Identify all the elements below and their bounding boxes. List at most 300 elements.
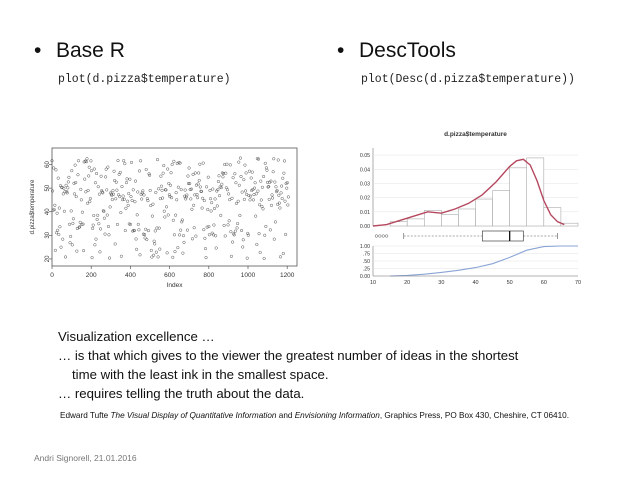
scatter-point: [123, 198, 126, 201]
scatter-point: [237, 161, 240, 164]
scatter-point: [113, 170, 116, 173]
y-tick-label: 30: [45, 231, 51, 239]
scatter-point: [67, 181, 70, 184]
scatter-point: [108, 234, 111, 237]
scatter-point: [263, 257, 266, 260]
scatter-point: [127, 204, 130, 207]
scatter-point: [74, 181, 77, 184]
scatter-point: [188, 167, 191, 170]
scatter-point: [100, 175, 103, 178]
scatter-point: [120, 211, 123, 214]
scatter-point: [210, 210, 213, 213]
scatter-point: [252, 199, 255, 202]
scatter-point: [182, 234, 185, 237]
desc-title: [444, 131, 507, 138]
scatter-point: [174, 214, 177, 217]
scatter-point: [80, 199, 83, 202]
scatter-point: [170, 171, 173, 174]
scatter-point: [287, 204, 290, 207]
scatter-point: [132, 189, 135, 192]
scatter-point: [248, 170, 251, 173]
scatter-point: [229, 164, 232, 167]
scatter-point: [91, 256, 94, 259]
scatter-point: [239, 157, 242, 160]
scatter-points: [51, 157, 290, 260]
scatter-point: [214, 198, 217, 201]
scatter-point: [95, 238, 98, 241]
citation-title-2: Envisioning Information: [294, 411, 380, 420]
scatter-point: [104, 233, 107, 236]
scatter-point: [196, 196, 199, 199]
box-iqr: [482, 231, 523, 241]
scatter-point: [259, 251, 262, 254]
scatter-point: [173, 233, 176, 236]
scatter-point: [103, 217, 106, 220]
hist-bar: [493, 191, 510, 226]
scatter-point: [137, 223, 140, 226]
hist-bar: [510, 168, 527, 226]
scatter-point: [149, 189, 152, 192]
scatter-point: [63, 210, 66, 213]
scatter-point: [173, 160, 176, 163]
scatter-point: [271, 197, 274, 200]
scatter-point: [77, 173, 80, 176]
bullet-desctools: [337, 39, 456, 63]
scatter-point: [223, 224, 226, 227]
code-desctools: plot(Desc(d.pizza$temperature)): [361, 73, 575, 86]
scatter-point: [95, 172, 98, 175]
scatter-point: [98, 193, 101, 196]
scatter-point: [171, 256, 174, 259]
scatter-point: [70, 169, 73, 172]
scatter-point: [255, 193, 258, 196]
scatter-point: [152, 254, 155, 257]
scatter-point: [235, 181, 238, 184]
x-tick-label: 0: [50, 272, 54, 279]
scatter-point: [206, 226, 209, 229]
scatter-point: [273, 238, 276, 241]
x-tick-label: 800: [203, 272, 215, 279]
scatter-chart: [32, 142, 302, 292]
scatter-point: [178, 234, 181, 237]
y-tick-label: 40: [45, 208, 51, 216]
scatter-point: [198, 179, 201, 182]
scatter-point: [155, 251, 158, 254]
scatter-point: [281, 177, 284, 180]
scatter-point: [96, 214, 99, 217]
scatter-point: [240, 175, 243, 178]
scatter-point: [135, 238, 138, 241]
scatter-point: [58, 207, 61, 210]
scatter-point: [280, 192, 283, 195]
scatter-point: [199, 163, 202, 166]
x-axis-label: Index: [166, 282, 183, 289]
scatter-point: [243, 198, 246, 201]
scatter-point: [266, 169, 269, 172]
scatter-point: [112, 189, 115, 192]
scatter-point: [236, 227, 239, 230]
scatter-point: [208, 225, 211, 228]
scatter-point: [243, 178, 246, 181]
scatter-point: [249, 195, 252, 198]
scatter-point: [207, 176, 210, 179]
desc-histogram-panel: [360, 148, 578, 230]
scatter-point: [88, 166, 91, 169]
scatter-point: [265, 225, 268, 228]
scatter-point: [232, 176, 235, 179]
scatter-point: [82, 249, 85, 252]
scatter-point: [72, 222, 75, 225]
box-outlier: [379, 235, 382, 238]
citation-author: Edward Tufte: [60, 411, 111, 420]
scatter-point: [99, 251, 102, 254]
scatter-point: [248, 194, 251, 197]
bullet-dot: •: [34, 39, 42, 62]
scatter-point: [125, 181, 128, 184]
hist-bar: [407, 219, 424, 226]
scatter-point: [227, 224, 230, 227]
scatter-point: [250, 177, 253, 180]
scatter-point: [278, 194, 281, 197]
scatter-point: [114, 197, 117, 200]
scatter-point: [145, 238, 148, 241]
scatter-point: [217, 180, 220, 183]
scatter-point: [154, 230, 157, 233]
scatter-point: [246, 232, 249, 235]
scatter-point: [153, 240, 156, 243]
box-outlier: [375, 235, 378, 238]
scatter-point: [92, 214, 95, 217]
scatter-point: [161, 189, 164, 192]
scatter-point: [244, 190, 247, 193]
box-outlier: [385, 235, 388, 238]
scatter-point: [103, 210, 106, 213]
scatter-point: [121, 185, 124, 188]
scatter-point: [94, 244, 97, 247]
scatter-point: [138, 170, 141, 173]
scatter-point: [277, 159, 280, 162]
scatter-point: [175, 198, 178, 201]
scatter-point: [87, 189, 90, 192]
scatter-point: [180, 188, 183, 191]
scatter-point: [204, 247, 207, 250]
scatter-point: [218, 194, 221, 197]
quote-line-4: … requires telling the truth about the data.: [58, 386, 305, 401]
scatter-point: [280, 185, 283, 188]
scatter-point: [81, 211, 84, 214]
scatter-point: [120, 255, 123, 258]
scatter-point: [162, 172, 165, 175]
scatter-point: [251, 171, 254, 174]
scatter-point: [202, 162, 205, 165]
scatter-point: [163, 210, 166, 213]
scatter-point: [56, 229, 59, 232]
scatter-point: [194, 172, 197, 175]
scatter-point: [279, 207, 282, 210]
scatter-point: [83, 178, 86, 181]
scatter-point: [262, 208, 265, 211]
scatter-point: [256, 243, 259, 246]
scatter-axes: [30, 148, 297, 289]
scatter-point: [201, 197, 204, 200]
scatter-point: [145, 168, 148, 171]
scatter-point: [267, 185, 270, 188]
desc-x-tick-label: 30: [438, 280, 445, 286]
scatter-point: [99, 228, 102, 231]
scatter-point: [93, 168, 96, 171]
scatter-point: [245, 172, 248, 175]
scatter-point: [270, 204, 273, 207]
scatter-point: [158, 248, 161, 251]
x-tick-label: 200: [85, 272, 97, 279]
scatter-point: [160, 185, 163, 188]
scatter-point: [283, 172, 286, 175]
scatter-point: [69, 235, 72, 238]
scatter-point: [52, 167, 55, 170]
scatter-point: [117, 159, 120, 162]
scatter-point: [237, 200, 240, 203]
scatter-point: [281, 197, 284, 200]
scatter-point: [272, 157, 275, 160]
scatter-point: [129, 178, 132, 181]
scatter-point: [236, 222, 239, 225]
scatter-point: [90, 160, 93, 163]
scatter-point: [143, 194, 146, 197]
scatter-point: [191, 238, 194, 241]
scatter-point: [144, 228, 147, 231]
ecdf-y-tick-label: 0.00: [359, 274, 370, 280]
scatter-point: [285, 187, 288, 190]
scatter-point: [70, 210, 73, 213]
scatter-point: [254, 215, 257, 218]
scatter-point: [258, 203, 261, 206]
scatter-point: [77, 159, 80, 162]
scatter-point: [177, 186, 180, 189]
ecdf-y-tick-label: .50: [362, 259, 370, 265]
scatter-point: [189, 198, 192, 201]
scatter-point: [57, 177, 60, 180]
scatter-point: [111, 198, 114, 201]
scatter-point: [130, 161, 133, 164]
scatter-point: [199, 186, 202, 189]
scatter-point: [221, 183, 224, 186]
scatter-point: [238, 184, 241, 187]
y-axis-label: d.pizza$temperature: [30, 179, 36, 235]
scatter-point: [76, 250, 79, 253]
scatter-point: [60, 246, 63, 249]
scatter-point: [234, 172, 237, 175]
scatter-point: [116, 223, 119, 226]
hist-bar: [476, 199, 493, 226]
ecdf-y-tick-label: .75: [362, 251, 370, 258]
scatter-point: [71, 244, 74, 247]
scatter-point: [86, 202, 89, 205]
scatter-point: [115, 181, 118, 184]
scatter-point: [244, 164, 247, 167]
scatter-point: [231, 241, 234, 244]
y-tick-label: 50: [45, 184, 51, 192]
scatter-point: [206, 208, 209, 211]
hist-y-tick-label: 0.04: [359, 167, 370, 174]
scatter-point: [107, 166, 110, 169]
scatter-point: [156, 158, 159, 161]
scatter-point: [122, 159, 125, 162]
scatter-point: [167, 214, 170, 217]
scatter-point: [268, 198, 271, 201]
scatter-point: [271, 194, 274, 197]
scatter-point: [239, 214, 242, 217]
scatter-point: [157, 256, 160, 259]
y-tick-label: 20: [45, 255, 51, 263]
scatter-point: [234, 230, 237, 233]
scatter-point: [54, 204, 57, 207]
scatter-point: [259, 180, 262, 183]
scatter-point: [275, 186, 278, 189]
scatter-point: [101, 192, 104, 195]
scatter-point: [98, 222, 101, 225]
scatter-point: [139, 159, 142, 162]
citation-and: and: [276, 411, 295, 420]
scatter-point: [164, 216, 167, 219]
quote-line-2: … is that which gives to the viewer the greatest number of ideas in the shortest: [58, 348, 519, 363]
bullet-base-r: [34, 39, 125, 63]
scatter-point: [218, 175, 221, 178]
scatter-point: [240, 229, 243, 232]
desc-x-tick-label: 70: [574, 280, 582, 286]
citation-rest: , Graphics Press, PO Box 430, Cheshire, CT 06410.: [379, 411, 569, 420]
scatter-point: [97, 185, 100, 188]
desc-x-tick-label: 40: [472, 280, 479, 286]
scatter-point: [172, 219, 175, 222]
scatter-point: [122, 195, 125, 198]
y-tick-label: 60: [45, 161, 51, 168]
scatter-point: [247, 234, 250, 237]
scatter-point: [92, 224, 95, 227]
scatter-point: [134, 180, 137, 183]
citation: [60, 411, 569, 420]
scatter-point: [87, 175, 90, 178]
citation-title-1: The Visual Display of Quantitative Information: [110, 411, 277, 420]
scatter-point: [105, 189, 108, 192]
desc-ecdf-panel: [360, 244, 581, 286]
scatter-point: [260, 199, 263, 202]
scatter-point: [241, 246, 244, 249]
scatter-point: [283, 160, 286, 163]
scatter-point: [187, 175, 190, 178]
code-base-r: plot(d.pizza$temperature): [58, 73, 231, 86]
hist-bar: [458, 209, 475, 226]
scatter-point: [209, 189, 212, 192]
scatter-frame: [52, 148, 297, 266]
scatter-point: [126, 200, 129, 203]
scatter-point: [261, 186, 264, 189]
bullet-label: Base R: [56, 39, 125, 62]
scatter-point: [284, 200, 287, 203]
desc-x-tick-label: 50: [506, 280, 513, 286]
scatter-point: [108, 257, 111, 260]
scatter-point: [66, 187, 69, 190]
scatter-point: [74, 164, 77, 167]
scatter-point: [253, 187, 256, 190]
bullet-label: DescTools: [359, 39, 456, 62]
hist-y-tick-label: 0.03: [359, 181, 370, 188]
scatter-point: [242, 238, 245, 241]
scatter-point: [131, 199, 134, 202]
scatter-point: [264, 162, 267, 165]
scatter-point: [205, 256, 208, 259]
scatter-point: [202, 228, 205, 231]
scatter-point: [279, 256, 282, 259]
scatter-point: [171, 163, 174, 166]
scatter-point: [203, 199, 206, 202]
ecdf-y-tick-label: .25: [362, 266, 370, 273]
quote-line-3: time with the least ink in the smallest space.: [72, 367, 329, 382]
scatter-point: [78, 225, 81, 228]
scatter-point: [169, 184, 172, 187]
scatter-point: [261, 205, 264, 208]
scatter-point: [249, 199, 252, 202]
scatter-point: [72, 217, 75, 220]
scatter-point: [228, 220, 231, 223]
scatter-point: [155, 191, 158, 194]
scatter-point: [226, 188, 229, 191]
scatter-point: [160, 175, 163, 178]
scatter-point: [68, 223, 71, 226]
scatter-point: [73, 193, 76, 196]
hist-y-tick-label: 0.00: [359, 224, 370, 230]
scatter-point: [107, 225, 110, 228]
scatter-point: [227, 193, 230, 196]
scatter-point: [75, 195, 78, 198]
quote-line-1: Visualization excellence …: [58, 329, 215, 344]
scatter-point: [193, 226, 196, 229]
scatter-point: [124, 229, 127, 232]
scatter-point: [216, 205, 219, 208]
x-tick-label: 600: [164, 272, 176, 279]
desc-boxplot-panel: [375, 231, 557, 241]
scatter-point: [144, 237, 147, 240]
scatter-point: [127, 192, 130, 195]
scatter-point: [125, 207, 128, 210]
scatter-point: [174, 250, 177, 253]
scatter-point: [186, 229, 189, 232]
scatter-point: [86, 157, 89, 160]
scatter-point: [89, 197, 92, 200]
scatter-point: [231, 197, 234, 200]
scatter-point: [274, 221, 277, 224]
ecdf-y-tick-label: 1.00: [359, 244, 370, 250]
scatter-point: [68, 176, 71, 179]
desc-x-tick-label: 10: [369, 280, 377, 286]
scatter-point: [183, 241, 186, 244]
hist-y-tick-label: 0.05: [359, 153, 370, 160]
desc-x-tick-label: 20: [404, 280, 411, 286]
scatter-point: [254, 181, 257, 184]
scatter-point: [246, 257, 249, 260]
scatter-point: [224, 235, 227, 238]
desc-title-text: d.pizza$temperature: [444, 131, 507, 138]
scatter-point: [201, 207, 204, 210]
scatter-point: [96, 218, 99, 221]
scatter-point: [56, 212, 59, 215]
scatter-point: [213, 207, 216, 210]
desc-x-tick-label: 60: [540, 280, 547, 286]
scatter-point: [205, 186, 208, 189]
scatter-point: [230, 230, 233, 233]
hist-y-tick-label: 0.02: [359, 195, 370, 202]
scatter-point: [215, 247, 218, 250]
scatter-point: [65, 184, 68, 187]
